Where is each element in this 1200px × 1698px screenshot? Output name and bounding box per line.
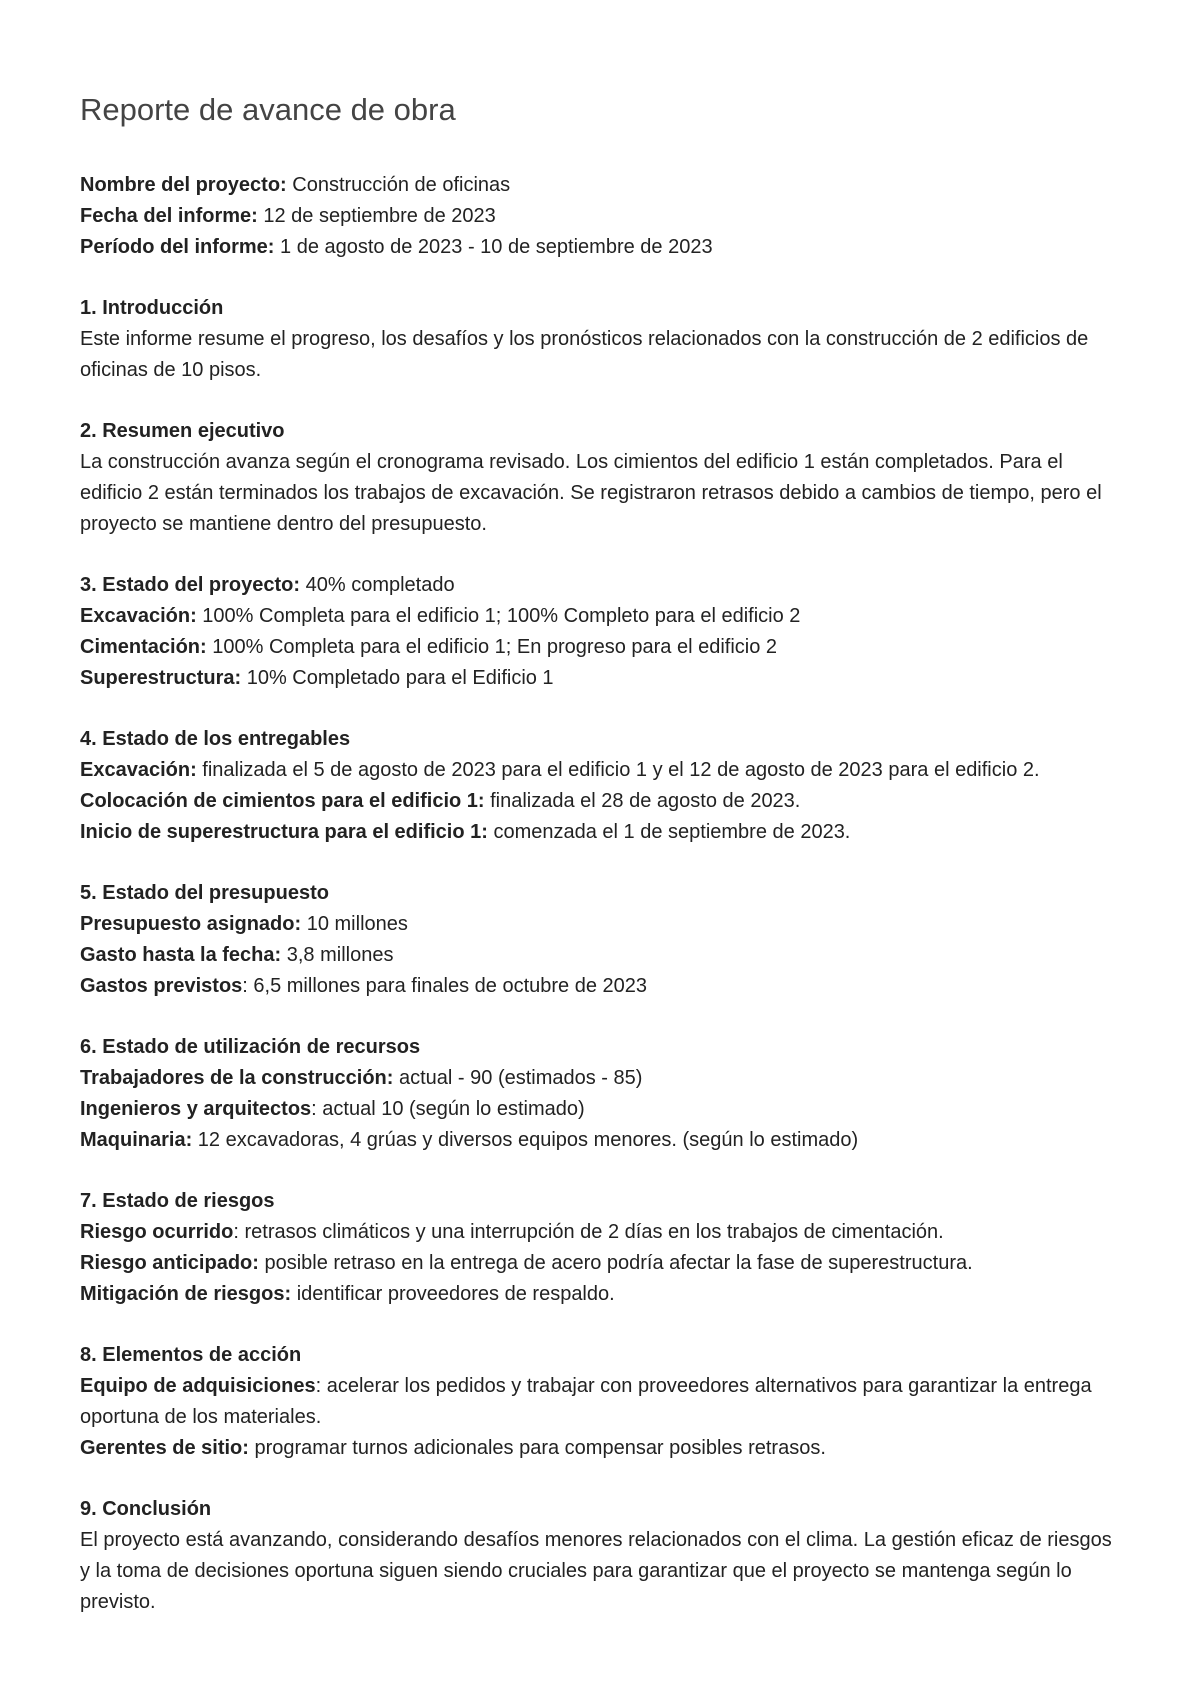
action-value: programar turnos adicionales para compensar posibles retrasos. [248, 1437, 826, 1459]
deliverable-item [80, 755, 1120, 786]
budget-label: Gastos previstos [80, 975, 243, 997]
section-executive-summary [80, 416, 1120, 540]
deliverable-item [80, 786, 1120, 817]
section-heading: 1. Introducción [80, 297, 224, 319]
status-item [80, 601, 1120, 632]
resource-item [80, 1094, 1120, 1125]
section-heading: 6. Estado de utilización de recursos [80, 1036, 421, 1058]
deliverable-value: finalizada el 28 de agosto de 2023. [484, 790, 801, 812]
section-heading: 5. Estado del presupuesto [80, 882, 329, 904]
project-name-value: Construcción de oficinas [286, 174, 511, 196]
deliverable-label: Inicio de superestructura para el edificio 1: [80, 821, 488, 843]
section-risks [80, 1186, 1120, 1310]
deliverable-label: Colocación de cimientos para el edificio 1: [80, 790, 485, 812]
status-item [80, 632, 1120, 663]
section-project-status [80, 570, 1120, 694]
budget-label: Gasto hasta la fecha: [80, 944, 282, 966]
risk-item [80, 1217, 1120, 1248]
report-period-label: Período del informe: [80, 236, 275, 258]
section-budget [80, 878, 1120, 1002]
resource-label: Maquinaria: [80, 1129, 193, 1151]
budget-item [80, 909, 1120, 940]
report-metadata [80, 170, 1120, 263]
section-action-items [80, 1340, 1120, 1464]
resource-value: actual - 90 (estimados - 85) [393, 1067, 643, 1089]
risk-value: : retrasos climáticos y una interrupción de 2 días en los trabajos de cimentación. [233, 1221, 944, 1243]
section-conclusion [80, 1494, 1120, 1618]
risk-label: Riesgo anticipado: [80, 1252, 259, 1274]
section-text: El proyecto está avanzando, considerando desafíos menores relacionados con el clima. La gestión eficaz de riesgos y la toma de decisiones oportuna siguen siendo cruciales para garantizar que el proyecto se mantenga según lo previsto. [80, 1529, 1112, 1613]
action-label: Equipo de adquisiciones [80, 1375, 316, 1397]
budget-value: 3,8 millones [281, 944, 394, 966]
status-item-label: Cimentación: [80, 636, 207, 658]
status-item-label: Excavación: [80, 605, 197, 627]
deliverable-item [80, 817, 1120, 848]
risk-item [80, 1279, 1120, 1310]
document-title: Reporte de avance de obra [80, 92, 456, 127]
budget-item [80, 971, 1120, 1002]
status-item [80, 663, 1120, 694]
status-item-label: Superestructura: [80, 667, 242, 689]
section-heading: 4. Estado de los entregables [80, 728, 351, 750]
section-heading: 7. Estado de riesgos [80, 1190, 275, 1212]
project-completion-value: 40% completado [300, 574, 455, 596]
report-period-value: 1 de agosto de 2023 - 10 de septiembre de 2023 [274, 236, 713, 258]
section-heading: 3. Estado del proyecto: [80, 574, 301, 596]
section-text: Este informe resume el progreso, los desafíos y los pronósticos relacionados con la construcción de 2 edificios de oficinas de 10 pisos. [80, 328, 1089, 381]
deliverable-label: Excavación: [80, 759, 197, 781]
resource-value: : actual 10 (según lo estimado) [311, 1098, 585, 1120]
resource-item [80, 1125, 1120, 1156]
action-value: : acelerar los pedidos y trabajar con proveedores alternativos para garantizar la entrega oportuna de los materiales. [80, 1375, 1092, 1428]
budget-item [80, 940, 1120, 971]
risk-value: identificar proveedores de respaldo. [291, 1283, 615, 1305]
status-item-value: 10% Completado para el Edificio 1 [241, 667, 554, 689]
report-date-line [80, 201, 1120, 232]
section-heading: 2. Resumen ejecutivo [80, 420, 285, 442]
risk-item [80, 1248, 1120, 1279]
resource-value: 12 excavadoras, 4 grúas y diversos equipos menores. (según lo estimado) [192, 1129, 859, 1151]
section-heading: 9. Conclusión [80, 1498, 212, 1520]
section-resources [80, 1032, 1120, 1156]
risk-label: Mitigación de riesgos: [80, 1283, 292, 1305]
resource-item [80, 1063, 1120, 1094]
deliverable-value: finalizada el 5 de agosto de 2023 para el edificio 1 y el 12 de agosto de 2023 para el edificio 2. [196, 759, 1040, 781]
section-deliverables [80, 724, 1120, 848]
budget-label: Presupuesto asignado: [80, 913, 302, 935]
action-item [80, 1371, 1120, 1433]
action-item [80, 1433, 1120, 1464]
project-name-label: Nombre del proyecto: [80, 174, 287, 196]
risk-value: posible retraso en la entrega de acero podría afectar la fase de superestructura. [258, 1252, 973, 1274]
section-heading: 8. Elementos de acción [80, 1344, 302, 1366]
status-item-value: 100% Completa para el edificio 1; 100% Completo para el edificio 2 [196, 605, 801, 627]
project-name-line [80, 170, 1120, 201]
report-date-label: Fecha del informe: [80, 205, 258, 227]
section-heading-line [80, 570, 1120, 601]
section-introduction [80, 293, 1120, 386]
report-date-value: 12 de septiembre de 2023 [257, 205, 496, 227]
report-period-line [80, 232, 1120, 263]
budget-value: : 6,5 millones para finales de octubre de 2023 [242, 975, 648, 997]
deliverable-value: comenzada el 1 de septiembre de 2023. [487, 821, 851, 843]
section-text: La construcción avanza según el cronograma revisado. Los cimientos del edificio 1 están completados. Para el edificio 2 están terminados los trabajos de excavación. Se registraron retrasos debido a cambios de tiempo, pero el proyecto se mantiene dentro del presupuesto. [80, 451, 1102, 535]
action-label: Gerentes de sitio: [80, 1437, 249, 1459]
resource-label: Ingenieros y arquitectos [80, 1098, 312, 1120]
resource-label: Trabajadores de la construcción: [80, 1067, 394, 1089]
budget-value: 10 millones [301, 913, 408, 935]
risk-label: Riesgo ocurrido [80, 1221, 234, 1243]
status-item-value: 100% Completa para el edificio 1; En progreso para el edificio 2 [206, 636, 778, 658]
